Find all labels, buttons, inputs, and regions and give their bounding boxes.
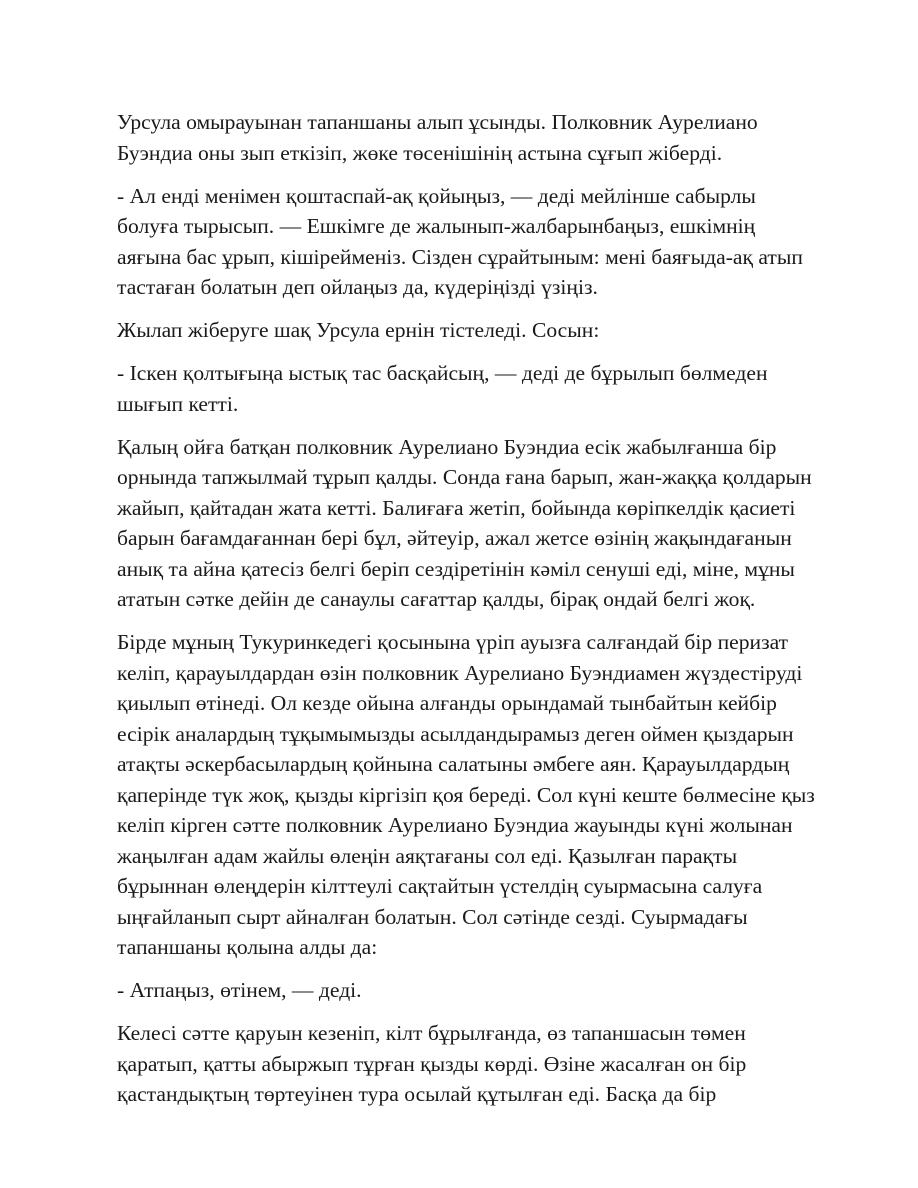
document-body <box>117 107 817 1122</box>
paragraph: - Ал енді менімен қоштаспай-ақ қойыңыз, — деді мейлінше сабырлы болуға тырысып. — Ешкімге де жалынып-жалбарынбаңыз, ешкімнің аяғына бас ұрып, кішірейменіз. Сізден сұрайтыным: мені баяғыда-ақ атып тастаған болатын деп ойлаңыз да, күдеріңізді үзіңіз. <box>117 183 803 299</box>
paragraph: Бірде мұның Тукуринкедегі қосынына үріп ауызға салғандай бір перизат келіп, қарауылдардан өзін полковник Аурелиано Буэндиамен жүздестіруді қиылып өтінеді. Ол кезде ойына алғанды орындамай тынбайтын кейбір есірік аналардың тұқымымызды асылдандырамыз деген оймен қыздарын атақты әскербасылардың қойнына салатыны әмбеге аян. Қарауылдардың қаперінде түк жоқ, қызды кіргізіп қоя береді. Сол күні кеште бөлмесіне қыз келіп кірген сәтте полковник Аурелиано Буэндиа жауынды күні жолынан жаңылған адам жайлы өлеңін аяқтағаны сол еді. Қазылған парақты бұрыннан өлеңдерін кілттеулі сақтайтын үстелдің суырмасына салуға ыңғайланып сырт айналған болатын. Сол сәтінде сезді. Суырмадағы тапаншаны қолына алды да: <box>117 630 815 959</box>
paragraph: Қалың ойға батқан полковник Аурелиано Буэндиа есік жабылғанша бір орнында тапжылмай тұрып қалды. Сонда ғана барып, жан-жаққа қолдарын жайып, қайтадан жата кетті. Балиғаға жетіп, бойында көріпкелдік қасиеті барын бағамдағаннан бері бұл, әйтеуір, ажал жетсе өзінің жақындағанын анық та айна қатесіз белгі беріп сездіретінін кәміл сенуші еді, міне, мұны ататын сәтке дейін де санаулы сағаттар қалды, бірақ ондай белгі жоқ. <box>117 434 812 611</box>
paragraph: - Атпаңыз, өтінем, — деді. <box>117 978 362 1002</box>
paragraph: Урсула омырауынан тапаншаны алып ұсынды. Полковник Аурелиано Буэндиа оны зып еткізіп, жөке төсенішінің астына сұғып жіберді. <box>117 110 758 165</box>
paragraph: - Іскен қолтығыңа ыстық тас басқайсың, — деді де бұрылып бөлмеден шығып кетті. <box>117 361 768 416</box>
paragraph: Жылап жіберуге шақ Урсула ернін тістеледі. Сосын: <box>117 318 600 342</box>
paragraph: Келесі сәтте қаруын кезеніп, кілт бұрылғанда, өз тапаншасын төмен қаратып, қатты абыржып тұрған қызды көрді. Өзіне жасалған он бір қастандықтың төртеуінен тура осылай құтылған еді. Басқа да бір <box>117 1021 747 1106</box>
